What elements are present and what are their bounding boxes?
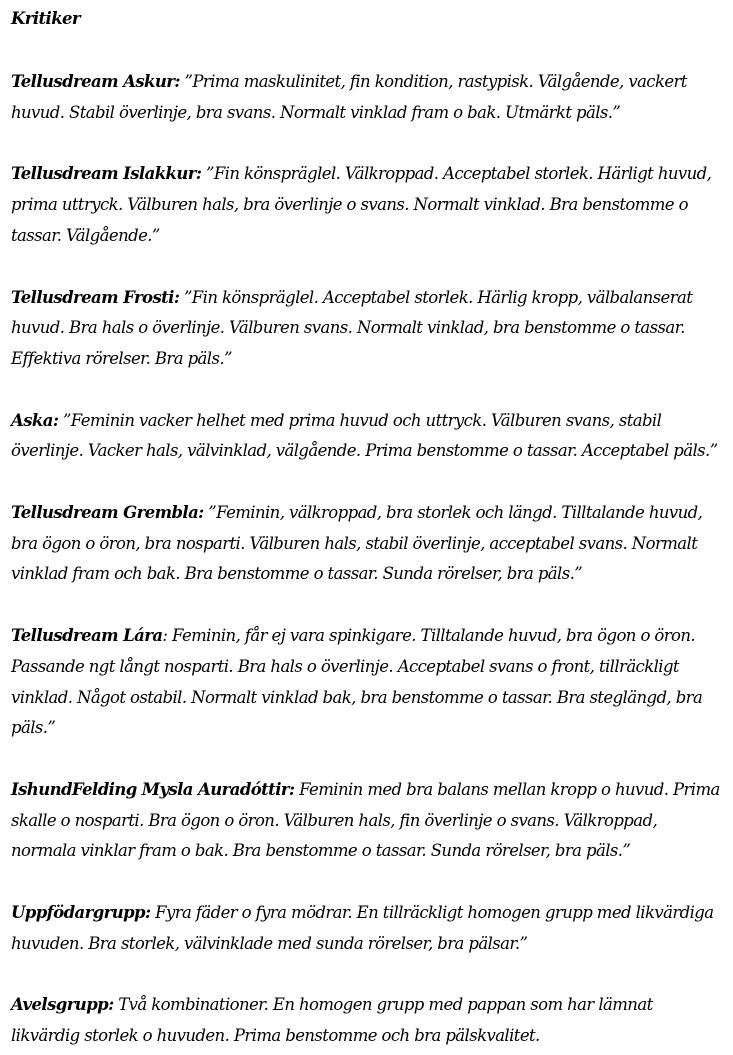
- dog-name: Tellusdream Grembla:: [11, 503, 204, 523]
- document-body: [11, 6, 723, 1052]
- critique-text: ”Feminin, välkroppad, bra storlek och längd. Tilltalande huvud, bra ögon o öron, bra nosparti. Välburen hals, stabil överlinje, acceptabel svans. Normalt vinklad fram och bak. Bra benstomme o tassar. Sunda rörelser, bra päls.”: [11, 503, 703, 584]
- dog-name: Tellusdream Askur:: [11, 72, 180, 91]
- dog-name: Tellusdream Islakkur:: [11, 164, 202, 184]
- critique-paragraph: [11, 283, 723, 375]
- critique-paragraph: [11, 990, 723, 1051]
- dog-name: Tellusdream Frosti:: [11, 287, 180, 307]
- group-name: Uppfödargrupp:: [11, 903, 151, 923]
- critique-paragraph: [11, 159, 723, 251]
- critique-paragraph: [11, 406, 723, 467]
- critique-text: ”Fin könspräglel. Välkroppad. Acceptabel storlek. Härligt huvud, prima uttryck. Välburen hals, bra överlinje o svans. Normalt vinklad. Bra benstomme o tassar. Välgående.”: [11, 164, 712, 245]
- critique-text: Fyra fäder o fyra mödrar. En tillräckligt homogen grupp med likvärdiga huvuden. Bra storlek, välvinklade med sunda rörelser, bra pälsar.”: [11, 903, 714, 953]
- critique-paragraph: [11, 67, 723, 128]
- critique-text: Feminin med bra balans mellan kropp o huvud. Prima skalle o nosparti. Bra ögon o öron. Välburen hals, fin överlinje o svans. Välkroppad, normala vinklar fram o bak. Bra benstomme o tassar. Sunda rörelser, bra päls.”: [11, 779, 720, 861]
- critique-text: Två kombinationer. En homogen grupp med pappan som har lämnat likvärdig storlek o huvuden. Prima benstomme och bra pälskvalitet.: [11, 995, 653, 1046]
- dog-name: IshundFelding Mysla Auradóttir:: [11, 779, 295, 799]
- critique-paragraph: [11, 775, 723, 867]
- page-heading: Kritiker: [11, 9, 81, 28]
- critique-text: : Feminin, får ej vara spinkigare. Tilltalande huvud, bra ögon o öron. Passande ngt långt nosparti. Bra hals o överlinje. Acceptabel svans o front, tillräckligt vinklad. Något ostabil. Normalt vinklad bak, bra benstomme o tassar. Bra steglängd, bra päls.”: [11, 626, 703, 738]
- dog-name: Aska:: [11, 410, 59, 430]
- critique-paragraph: [11, 898, 723, 959]
- critique-paragraph: [11, 621, 723, 744]
- dog-name: Tellusdream Lára: [11, 626, 163, 646]
- critique-text: ”Prima maskulinitet, fin kondition, rastypisk. Välgående, vackert huvud. Stabil överlinje, bra svans. Normalt vinklad fram o bak. Utmärkt päls.”: [11, 72, 687, 122]
- critique-paragraph: [11, 498, 723, 590]
- group-name: Avelsgrupp:: [11, 995, 114, 1015]
- critique-text: ”Feminin vacker helhet med prima huvud och uttryck. Välburen svans, stabil överlinje. Vacker hals, välvinklad, välgående. Prima benstomme o tassar. Acceptabel päls.”: [11, 410, 718, 461]
- critique-text: ”Fin könspräglel. Acceptabel storlek. Härlig kropp, välbalanserat huvud. Bra hals o överlinje. Välburen svans. Normalt vinklad, bra benstomme o tassar. Effektiva rörelser. Bra päls.”: [11, 287, 693, 368]
